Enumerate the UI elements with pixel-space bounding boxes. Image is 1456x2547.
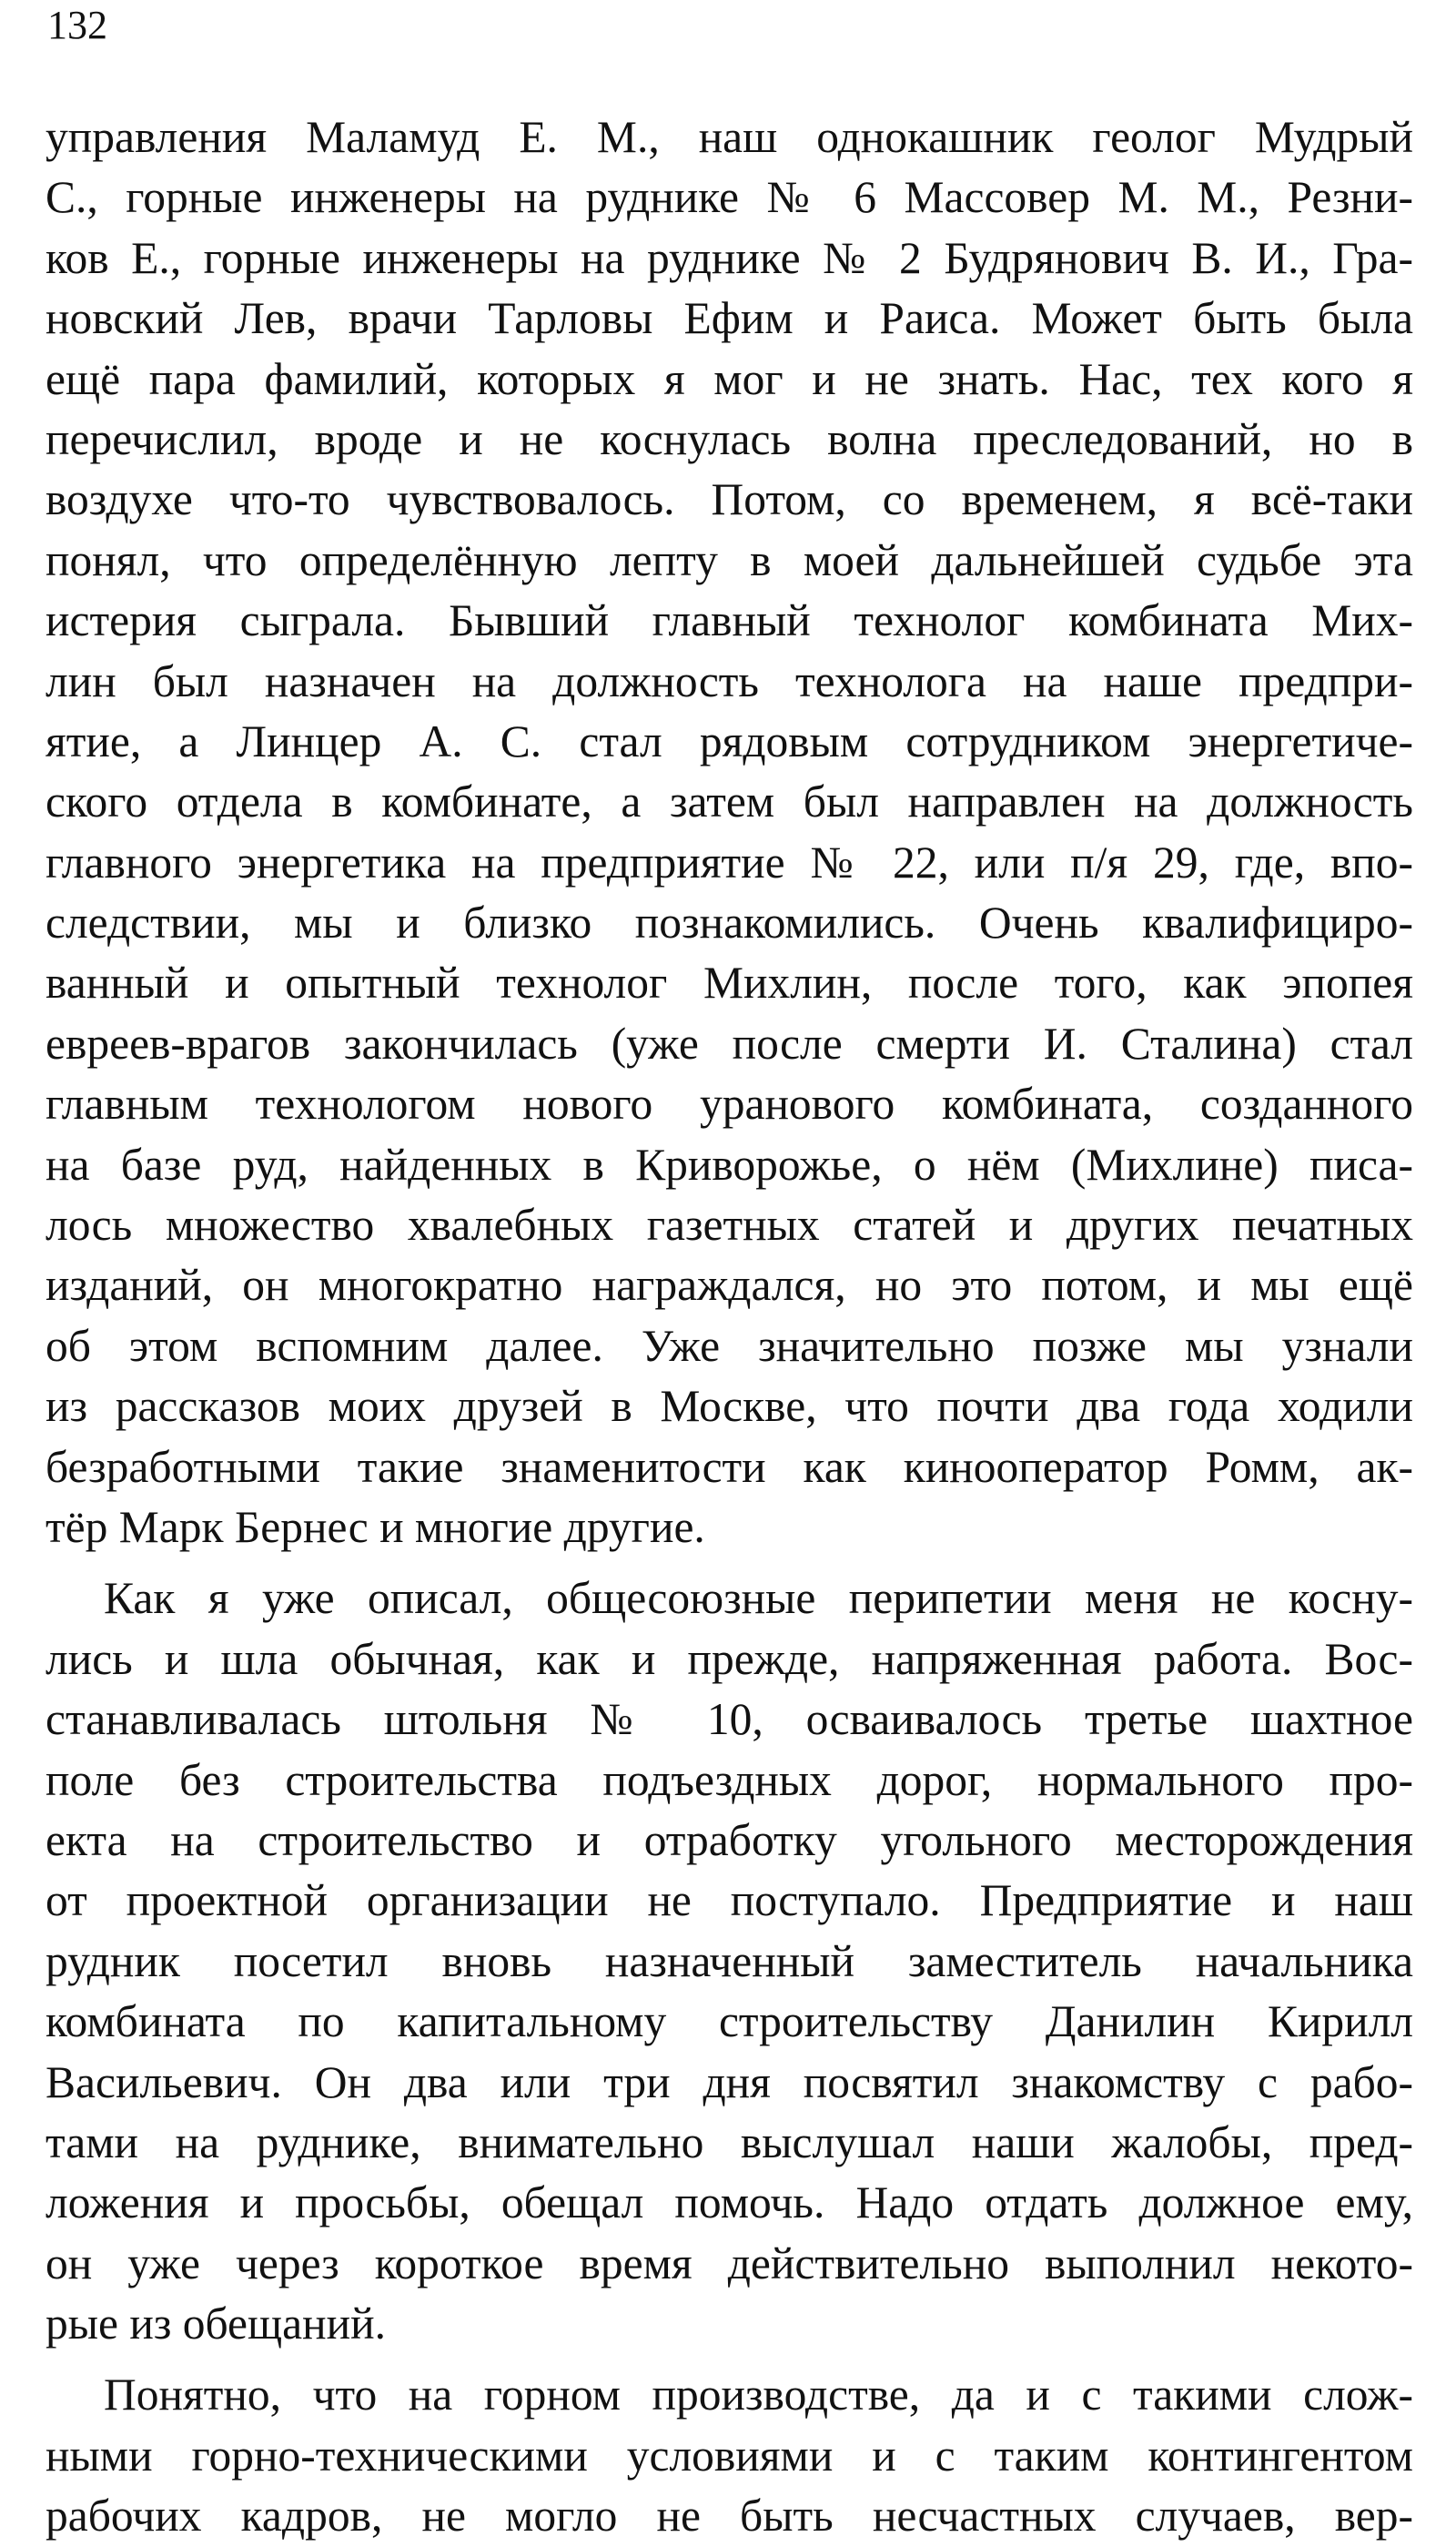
text-line: тёр Марк Бернес и многие другие.	[46, 1501, 705, 1552]
text-line: следствии, мы и близко познакомились. Очень квалифициро-	[46, 898, 1413, 949]
text-line: лин был назначен на должность технолога на наше предпри-	[46, 655, 1413, 706]
text-line: Понятно, что на горном производстве, да и с такими слож-	[104, 2369, 1413, 2420]
text-line: ков Е., горные инженеры на руднике № 2 Будрянович В. И., Гра-	[46, 232, 1413, 283]
text-line: ского отдела в комбинате, а затем был направлен на должность	[46, 776, 1413, 827]
text-line: понял, что определённую лепту в моей дальнейшей судьбе эта	[46, 534, 1413, 585]
paragraph-gap	[46, 2354, 1413, 2365]
text-line: из рассказов моих друзей в Москве, что почти два года ходили	[46, 1381, 1413, 1432]
text-line: ятие, а Линцер А. С. стал рядовым сотрудником энергетиче-	[46, 715, 1413, 766]
text-line: он уже через короткое время действительно выполнил некото-	[46, 2238, 1413, 2288]
paragraph	[46, 107, 1413, 1558]
text-line: безработными такие знаменитости как кинооператор Ромм, ак-	[46, 1441, 1413, 1492]
text-line: станавливалась штольня № 10, осваивалось третье шахтное	[46, 1694, 1413, 1745]
text-body	[46, 107, 1413, 2547]
text-line: рые из обещаний.	[46, 2298, 386, 2349]
text-line: лось множество хвалебных газетных статей и других печатных	[46, 1200, 1413, 1251]
paragraph	[46, 2365, 1413, 2546]
text-line: ложения и просьбы, обещал помочь. Надо отдать должное ему,	[46, 2177, 1413, 2228]
text-line: ещё пара фамилий, которых я мог и не знать. Нас, тех кого я	[46, 353, 1413, 404]
paragraph-gap	[46, 1558, 1413, 1568]
text-line: рудник посетил вновь назначенный заместитель начальника	[46, 1935, 1413, 1986]
text-line: новский Лев, врачи Тарловы Ефим и Раиса. Может быть была	[46, 293, 1413, 344]
text-line: ными горно-техническими условиями и с таким контингентом	[46, 2430, 1413, 2481]
text-line: тами на руднике, внимательно выслушал наши жалобы, пред-	[46, 2116, 1413, 2167]
text-line: главным технологом нового уранового комбината, созданного	[46, 1079, 1413, 1130]
text-line: воздухе что-то чувствовалось. Потом, со временем, я всё-таки	[46, 474, 1413, 525]
text-line: лись и шла обычная, как и прежде, напряженная работа. Вос-	[46, 1633, 1413, 1684]
text-line: евреев-врагов закончилась (уже после смерти И. Сталина) стал	[46, 1018, 1413, 1069]
text-line: управления Маламуд Е. М., наш однокашник геолог Мудрый	[46, 112, 1413, 162]
text-line: комбината по капитальному строительству Данилин Кирилл	[46, 1996, 1413, 2047]
text-line: главного энергетика на предприятие № 22, или п/я 29, где, впо-	[46, 837, 1413, 888]
text-line: ванный и опытный технолог Михлин, после того, как эпопея	[46, 958, 1413, 1009]
text-line: Васильевич. Он два или три дня посвятил знакомству с рабо-	[46, 2056, 1413, 2107]
text-line: на базе руд, найденных в Криворожье, о нём (Михлине) писа-	[46, 1139, 1413, 1190]
text-line: изданий, он многократно награждался, но это потом, и мы ещё	[46, 1260, 1413, 1311]
text-line: перечислил, вроде и не коснулась волна преследований, но в	[46, 413, 1413, 464]
text-line: об этом вспомним далее. Уже значительно позже мы узнали	[46, 1320, 1413, 1371]
text-line: С., горные инженеры на руднике № 6 Массовер М. М., Резни-	[46, 172, 1413, 223]
text-line: Как я уже описал, общесоюзные перипетии меня не косну-	[104, 1573, 1413, 1624]
text-line: екта на строительство и отработку угольного месторождения	[46, 1814, 1413, 1865]
paragraph	[46, 1568, 1413, 2354]
text-line: истерия сыграла. Бывший главный технолог комбината Мих-	[46, 595, 1413, 646]
text-line: от проектной организации не поступало. Предприятие и наш	[46, 1875, 1413, 1926]
page-number: 132	[47, 3, 107, 47]
text-line: рабочих кадров, не могло не быть несчастных случаев, вер-	[46, 2491, 1413, 2542]
text-line: поле без строительства подъездных дорог, нормального про-	[46, 1754, 1413, 1805]
